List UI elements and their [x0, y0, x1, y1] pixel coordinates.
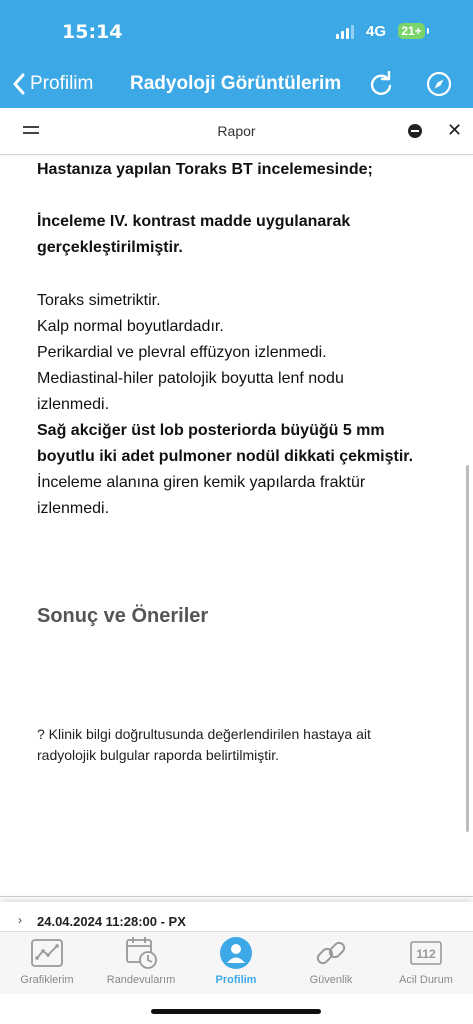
finding-line: Kalp normal boyutlardadır.	[37, 318, 224, 335]
user-icon	[216, 936, 256, 970]
calendar-clock-icon	[121, 936, 161, 970]
divider	[0, 896, 473, 897]
network-type: 4G	[366, 23, 387, 40]
minimize-icon[interactable]	[408, 124, 422, 138]
tab-bar	[0, 931, 473, 994]
page-title: Radyoloji Görüntülerim	[130, 73, 342, 94]
back-button[interactable]	[12, 70, 93, 98]
report-body	[37, 154, 417, 522]
tab-label: Randevularım	[106, 974, 176, 986]
back-label: Profilim	[30, 73, 94, 94]
list-item-date: 24.04.2024 11:28:00 - PX	[37, 914, 186, 929]
battery-icon: 21+	[398, 23, 425, 39]
scrollbar[interactable]	[466, 465, 469, 832]
tab-randevularim[interactable]	[96, 936, 186, 992]
tab-label: Güvenlik	[309, 974, 353, 986]
link-icon	[311, 936, 351, 970]
conclusion-text: ? Klinik bilgi doğrultusunda değerlendirilen hastaya ait radyolojik bulgular raporda belirtilmiştir.	[37, 726, 371, 763]
tab-label: Profilim	[215, 974, 257, 986]
chevron-right-icon: ›	[18, 913, 22, 927]
chart-icon	[27, 936, 67, 970]
finding-line: Mediastinal-hiler patolojik boyutta lenf nodu izlenmedi.	[37, 370, 344, 413]
findings-list	[37, 288, 417, 418]
status-bar	[0, 0, 473, 60]
report-intro: Hastanıza yapılan Toraks BT incelemesinde;	[37, 161, 373, 178]
finding-line: Perikardial ve plevral effüzyon izlenmedi.	[37, 344, 327, 361]
report-contrast: İnceleme IV. kontrast madde uygulanarak gerçekleştirilmiştir.	[37, 213, 351, 256]
close-icon[interactable]: ✕	[447, 120, 463, 140]
home-indicator[interactable]	[151, 1009, 321, 1014]
tab-acil-durum[interactable]	[381, 936, 471, 992]
conclusion-heading: Sonuç ve Öneriler	[37, 605, 209, 627]
nav-bar	[0, 60, 473, 108]
chevron-left-icon	[12, 73, 26, 95]
modal-title: Rapor	[217, 123, 256, 139]
signal-icon	[336, 25, 354, 39]
tab-grafiklerim[interactable]	[2, 936, 92, 992]
report-bones: İnceleme alanına giren kemik yapılarda fraktür izlenmedi.	[37, 474, 366, 517]
tab-label: Acil Durum	[399, 974, 453, 986]
tab-profilim[interactable]	[191, 936, 281, 992]
reload-icon[interactable]	[368, 71, 394, 97]
list-item[interactable]	[0, 902, 473, 932]
emergency-112-icon	[406, 936, 446, 970]
compass-icon[interactable]	[426, 71, 452, 97]
finding-line: Toraks simetriktir.	[37, 292, 161, 309]
emergency-number: 112	[416, 947, 436, 961]
report-nodule: Sağ akciğer üst lob posteriorda büyüğü 5 mm boyutlu iki adet pulmoner nodül dikkati çekmiştir.	[37, 422, 414, 465]
tab-guvenlik[interactable]	[286, 936, 376, 992]
tab-label: Grafiklerim	[20, 974, 74, 986]
report-modal-header	[0, 108, 473, 155]
status-time: 15:14	[62, 21, 123, 43]
